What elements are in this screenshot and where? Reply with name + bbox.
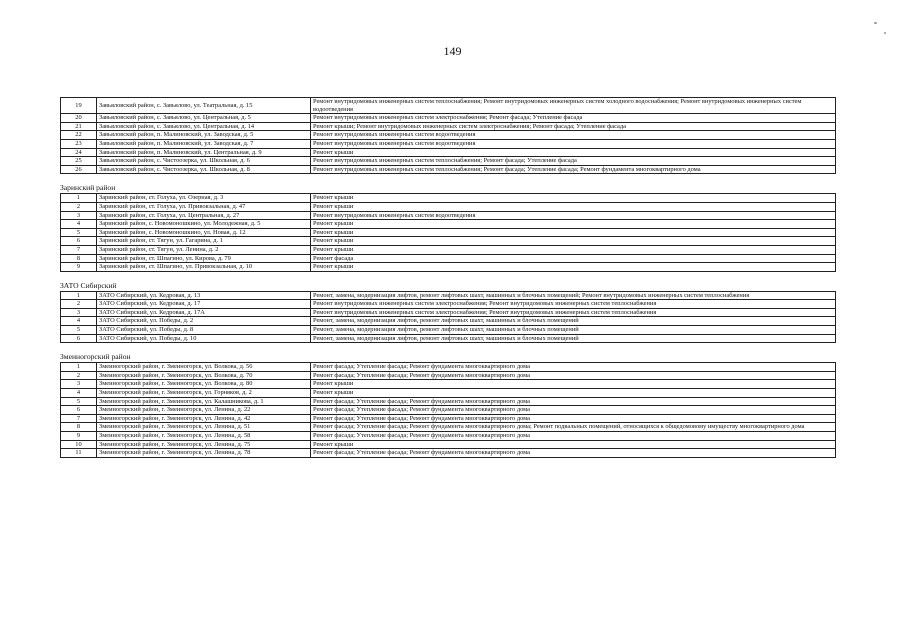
table-row xyxy=(61,291,836,300)
works-table xyxy=(60,97,836,174)
table-row xyxy=(61,397,836,406)
table-row xyxy=(61,194,836,203)
address-cell: Змеиногорский район, г. Змеиногорск, ул. Ленина, д. 58 xyxy=(97,432,311,441)
works-cell: Ремонт внутридомовых инженерных систем теплоснабжения; Ремонт фасада; Утепление фасада; Ремонт фундамента многоквартирного дома xyxy=(311,165,836,174)
row-number: 4 xyxy=(61,389,97,398)
table-row xyxy=(61,432,836,441)
works-cell: Ремонт фасада; Утепление фасада; Ремонт фундамента многоквартирного дома xyxy=(311,406,836,415)
table-row xyxy=(61,326,836,335)
address-cell: Змеиногорский район, г. Змеиногорск, ул. Горняков, д. 2 xyxy=(97,389,311,398)
row-number: 2 xyxy=(61,202,97,211)
table-row xyxy=(61,131,836,140)
address-cell: Заринский район, с. Новомоношкино, ул. Молодежная, д. 5 xyxy=(97,220,311,229)
row-number: 3 xyxy=(61,380,97,389)
works-cell: Ремонт внутридомовых инженерных систем электроснабжения; Ремонт внутридомовых инженерных систем теплоснабжения xyxy=(311,300,836,309)
table-row xyxy=(61,263,836,272)
works-cell: Ремонт фасада; Утепление фасада; Ремонт фундамента многоквартирного дома xyxy=(311,432,836,441)
address-cell: Змеиногорский район, г. Змеиногорск, ул. Волкова, д. 56 xyxy=(97,363,311,372)
row-number: 3 xyxy=(61,211,97,220)
address-cell: Змеиногорский район, г. Змеиногорск, ул. Ленина, д. 42 xyxy=(97,414,311,423)
address-cell: ЗАТО Сибирский, ул. Кедровая, д. 13 xyxy=(97,291,311,300)
row-number: 6 xyxy=(61,237,97,246)
row-number: 22 xyxy=(61,131,97,140)
works-cell: Ремонт фасада xyxy=(311,254,836,263)
table-row xyxy=(61,211,836,220)
table-row xyxy=(61,308,836,317)
address-cell: ЗАТО Сибирский, ул. Кедровая, д. 17А xyxy=(97,308,311,317)
address-cell: Змеиногорский район, г. Змеиногорск, ул. Волкова, д. 80 xyxy=(97,380,311,389)
works-cell: Ремонт внутридомовых инженерных систем водоотведения xyxy=(311,139,836,148)
address-cell: Завьяловский район, с. Завьялово, ул. Центральная, д. 14 xyxy=(97,122,311,131)
works-cell: Ремонт, замена, модернизация лифтов, ремонт лифтовых шахт, машинных и блочных помещений xyxy=(311,317,836,326)
row-number: 9 xyxy=(61,263,97,272)
works-cell: Ремонт фасада; Утепление фасада; Ремонт фундамента многоквартирного дома xyxy=(311,397,836,406)
table-row xyxy=(61,363,836,372)
row-number: 26 xyxy=(61,165,97,174)
table-row xyxy=(61,148,836,157)
works-cell: Ремонт крыши xyxy=(311,228,836,237)
row-number: 6 xyxy=(61,406,97,415)
address-cell: Завьяловский район, п. Малиновский, ул. Центральная, д. 9 xyxy=(97,148,311,157)
row-number: 9 xyxy=(61,432,97,441)
works-table xyxy=(60,362,836,458)
address-cell: Завьяловский район, с. Чистоозерка, ул. Школьная, д. 8 xyxy=(97,165,311,174)
address-cell: Змеиногорский район, г. Змеиногорск, ул. Волкова, д. 70 xyxy=(97,371,311,380)
address-cell: Завьяловский район, п. Малиновский, ул. Заводская, д. 7 xyxy=(97,139,311,148)
scan-speck xyxy=(874,22,877,24)
works-cell: Ремонт внутридомовых инженерных систем теплоснабжения; Ремонт внутридомовых инженерных систем холодного водоснабжения; Ремонт внутридомовых инженерных систем водоотведения xyxy=(311,98,836,114)
table-row xyxy=(61,202,836,211)
row-number: 8 xyxy=(61,254,97,263)
row-number: 24 xyxy=(61,148,97,157)
table-row xyxy=(61,98,836,114)
table-row xyxy=(61,254,836,263)
table-row xyxy=(61,237,836,246)
works-cell: Ремонт фасада; Утепление фасада; Ремонт фундамента многоквартирного дома; Ремонт подвальных помещений, относящихся к общедомовому имуществу многоквартирного дома xyxy=(311,423,836,432)
row-number: 4 xyxy=(61,220,97,229)
works-cell: Ремонт фасада; Утепление фасада; Ремонт фундамента многоквартирного дома xyxy=(311,363,836,372)
works-cell: Ремонт крыши xyxy=(311,245,836,254)
section-title: ЗАТО Сибирский xyxy=(60,280,117,290)
address-cell: Заринский район, ст. Голуха, ул. Привокзальная, д. 47 xyxy=(97,202,311,211)
table-row xyxy=(61,389,836,398)
scan-speck xyxy=(884,32,886,34)
row-number: 2 xyxy=(61,371,97,380)
table-row xyxy=(61,139,836,148)
works-cell: Ремонт внутридомовых инженерных систем электроснабжения; Ремонт фасада; Утепление фасада xyxy=(311,114,836,123)
table-row xyxy=(61,122,836,131)
row-number: 20 xyxy=(61,114,97,123)
address-cell: ЗАТО Сибирский, ул. Победы, д. 8 xyxy=(97,326,311,335)
table-row xyxy=(61,449,836,458)
row-number: 1 xyxy=(61,194,97,203)
works-cell: Ремонт внутридомовых инженерных систем водоотведения xyxy=(311,211,836,220)
row-number: 23 xyxy=(61,139,97,148)
works-cell: Ремонт крыши xyxy=(311,194,836,203)
row-number: 2 xyxy=(61,300,97,309)
table-row xyxy=(61,414,836,423)
works-cell: Ремонт фасада; Утепление фасада; Ремонт фундамента многоквартирного дома xyxy=(311,449,836,458)
table-row xyxy=(61,165,836,174)
document-body xyxy=(60,97,835,458)
row-number: 10 xyxy=(61,440,97,449)
address-cell: Змеиногорский район, г. Змеиногорск, ул. Ленина, д. 22 xyxy=(97,406,311,415)
works-cell: Ремонт, замена, модернизация лифтов, ремонт лифтовых шахт, машинных и блочных помещений xyxy=(311,334,836,343)
row-number: 6 xyxy=(61,334,97,343)
works-cell: Ремонт крыши xyxy=(311,263,836,272)
works-cell: Ремонт крыши xyxy=(311,148,836,157)
row-number: 3 xyxy=(61,308,97,317)
table-row xyxy=(61,423,836,432)
row-number: 1 xyxy=(61,363,97,372)
row-number: 1 xyxy=(61,291,97,300)
table-row xyxy=(61,245,836,254)
row-number: 25 xyxy=(61,157,97,166)
row-number: 21 xyxy=(61,122,97,131)
row-number: 7 xyxy=(61,245,97,254)
section-title: Змеиногорский район xyxy=(60,352,131,362)
address-cell: Заринский район, ст. Шпагино, ул. Привокзальная, д. 10 xyxy=(97,263,311,272)
address-cell: Заринский район, ст. Шпагино, ул. Кирова, д. 79 xyxy=(97,254,311,263)
works-cell: Ремонт, замена, модернизация лифтов, ремонт лифтовых шахт, машинных и блочных помещений; Ремонт внутридомовых инженерных систем теплоснабжения xyxy=(311,291,836,300)
table-row xyxy=(61,157,836,166)
table-row xyxy=(61,371,836,380)
table-row xyxy=(61,440,836,449)
works-cell: Ремонт фасада; Утепление фасада; Ремонт фундамента многоквартирного дома xyxy=(311,414,836,423)
works-cell: Ремонт внутридомовых инженерных систем теплоснабжения; Ремонт фасада; Утепление фасада xyxy=(311,157,836,166)
address-cell: Змеиногорский район, г. Змеиногорск, ул. Ленина, д. 78 xyxy=(97,449,311,458)
works-cell: Ремонт крыши xyxy=(311,237,836,246)
table-row xyxy=(61,406,836,415)
address-cell: Заринский район, ст. Тягун, ул. Гагарина, д. 1 xyxy=(97,237,311,246)
works-cell: Ремонт внутридомовых инженерных систем электроснабжения; Ремонт внутридомовых инженерных систем теплоснабжения xyxy=(311,308,836,317)
address-cell: Завьяловский район, с. Чистоозерка, ул. Школьная, д. 6 xyxy=(97,157,311,166)
row-number: 19 xyxy=(61,98,97,114)
address-cell: Заринский район, ст. Тягун, ул. Ленина, д. 2 xyxy=(97,245,311,254)
address-cell: Змеиногорский район, г. Змеиногорск, ул. Ленина, д. 75 xyxy=(97,440,311,449)
table-row xyxy=(61,228,836,237)
works-cell: Ремонт фасада; Утепление фасада; Ремонт фундамента многоквартирного дома xyxy=(311,371,836,380)
row-number: 5 xyxy=(61,397,97,406)
row-number: 5 xyxy=(61,228,97,237)
works-cell: Ремонт, замена, модернизация лифтов, ремонт лифтовых шахт, машинных и блочных помещений xyxy=(311,326,836,335)
table-row xyxy=(61,317,836,326)
address-cell: Змеиногорский район, г. Змеиногорск, ул. Калашникова, д. 1 xyxy=(97,397,311,406)
address-cell: Завьяловский район, с. Завьялово, ул. Театральная, д. 15 xyxy=(97,98,311,114)
table-row xyxy=(61,334,836,343)
row-number: 4 xyxy=(61,317,97,326)
section-title: Заринский район xyxy=(60,183,116,193)
works-cell: Ремонт крыши xyxy=(311,220,836,229)
works-cell: Ремонт крыши; Ремонт внутридомовых инженерных систем электроснабжения; Ремонт фасада; Утепление фасада xyxy=(311,122,836,131)
row-number: 8 xyxy=(61,423,97,432)
row-number: 7 xyxy=(61,414,97,423)
address-cell: ЗАТО Сибирский, ул. Кедровая, д. 17 xyxy=(97,300,311,309)
table-row xyxy=(61,220,836,229)
address-cell: Заринский район, с. Новомоношкино, ул. Новая, д. 12 xyxy=(97,228,311,237)
works-table xyxy=(60,291,836,344)
address-cell: Змеиногорский район, г. Змеиногорск, ул. Ленина, д. 51 xyxy=(97,423,311,432)
table-row xyxy=(61,114,836,123)
works-cell: Ремонт крыши xyxy=(311,380,836,389)
row-number: 11 xyxy=(61,449,97,458)
table-row xyxy=(61,300,836,309)
table-row xyxy=(61,380,836,389)
works-cell: Ремонт крыши xyxy=(311,202,836,211)
address-cell: Заринский район, ст. Голуха, ул. Озерная, д. 3 xyxy=(97,194,311,203)
address-cell: Завьяловский район, п. Малиновский, ул. Заводская, д. 5 xyxy=(97,131,311,140)
address-cell: Завьяловский район, с. Завьялово, ул. Центральная, д. 5 xyxy=(97,114,311,123)
row-number: 5 xyxy=(61,326,97,335)
address-cell: ЗАТО Сибирский, ул. Победы, д. 2 xyxy=(97,317,311,326)
works-cell: Ремонт крыши xyxy=(311,440,836,449)
address-cell: ЗАТО Сибирский, ул. Победы, д. 10 xyxy=(97,334,311,343)
works-cell: Ремонт внутридомовых инженерных систем водоотведения xyxy=(311,131,836,140)
address-cell: Заринский район, ст. Голуха, ул. Центральная, д. 27 xyxy=(97,211,311,220)
works-table xyxy=(60,193,836,271)
works-cell: Ремонт крыши xyxy=(311,389,836,398)
page-number: 149 xyxy=(443,44,462,58)
